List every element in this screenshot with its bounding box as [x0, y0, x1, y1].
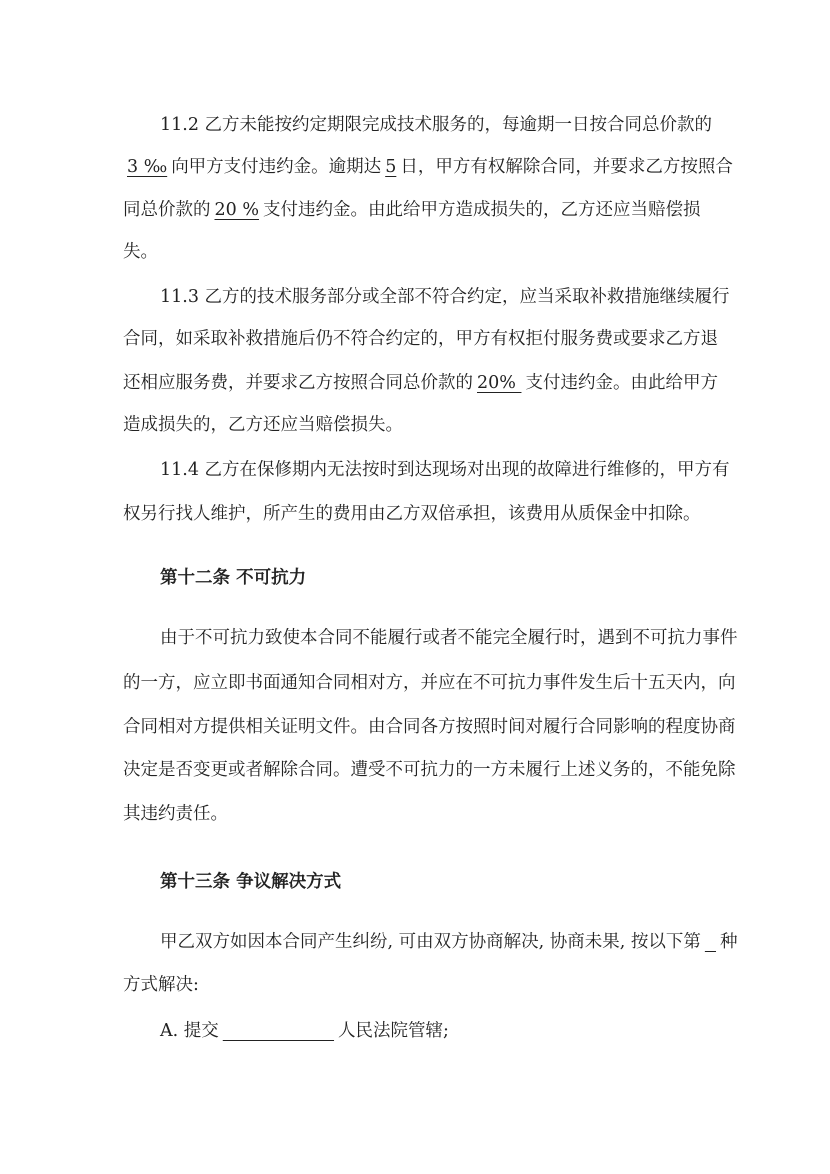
paragraph-line: [123, 327, 718, 351]
paragraph-line: [123, 671, 736, 695]
paragraph-line: [160, 458, 730, 482]
text-segment: 日，甲方有权解除合同，并要求乙方按照合: [400, 157, 733, 177]
paragraph-line: [123, 371, 718, 395]
paragraph-line: [123, 715, 736, 739]
text-segment: 由于不可抗力致使本合同不能履行或者不能完全履行时，遇到不可抗力事件: [160, 628, 738, 648]
paragraph-line: [160, 113, 713, 137]
paragraph-line: [123, 198, 707, 222]
text-segment: 决定是否变更或者解除合同。遭受不可抗力的一方未履行上述义务的，不能免除: [123, 760, 736, 780]
paragraph-line: [160, 285, 730, 309]
text-segment: 种: [720, 932, 738, 952]
text-segment: 人民法院管辖;: [338, 1021, 449, 1041]
text-segment: 11.3 乙方的技术服务部分或全部不符合约定，应当采取补救措施继续履行: [160, 287, 730, 307]
text-segment: 向甲方支付违约金。逾期达: [171, 157, 382, 177]
section-heading: [160, 566, 707, 590]
text-segment: 的一方，应立即书面通知合同相对方，并应在不可抗力事件发生后十五天内，向: [123, 673, 736, 693]
text-segment: 支付违约金。由此给甲方造成损失的，乙方还应当赔偿损: [262, 200, 701, 220]
text-segment: 合同，如采取补救措施后仍不符合约定的，甲方有权拒付服务费或要求乙方退: [123, 329, 718, 349]
text-segment: 方式解决:: [123, 975, 199, 995]
fill-in-blank: [219, 1021, 338, 1041]
text-segment: 第十三条 争议解决方式: [160, 872, 342, 892]
text-segment: 第十二条 不可抗力: [160, 568, 307, 588]
fill-in-blank: 20 %: [214, 200, 259, 220]
paragraph-line: [123, 155, 733, 179]
text-segment: 其违约责任。: [123, 804, 228, 824]
text-segment: 失。: [123, 242, 158, 262]
paragraph-line: [160, 626, 738, 650]
text-segment: 同总价款的: [123, 200, 211, 220]
fill-in-blank: 3 ‰: [127, 157, 168, 177]
fill-in-blank: [701, 932, 720, 952]
paragraph-line: [160, 930, 738, 954]
paragraph-line: [123, 973, 707, 997]
paragraph-line: [123, 240, 707, 264]
text-segment: 11.4 乙方在保修期内无法按时到达现场对出现的故障进行维修的，甲方有: [160, 460, 730, 480]
text-segment: 权另行找人维护，所产生的费用由乙方双倍承担，该费用从质保金中扣除。: [123, 504, 701, 524]
text-segment: 还相应服务费，并要求乙方按照合同总价款的: [123, 373, 473, 393]
text-segment: 甲乙双方如因本合同产生纠纷, 可由双方协商解决, 协商未果, 按以下第: [160, 932, 701, 952]
paragraph-line: [123, 802, 707, 826]
paragraph-line: [160, 1019, 707, 1043]
text-segment: 合同相对方提供相关证明文件。由合同各方按照时间对履行合同影响的程度协商: [123, 717, 736, 737]
fill-in-blank: 20%: [477, 373, 522, 393]
text-segment: A. 提交: [160, 1021, 219, 1041]
section-heading: [160, 870, 707, 894]
text-segment: 造成损失的，乙方还应当赔偿损失。: [123, 415, 403, 435]
text-segment: 支付违约金。由此给甲方: [525, 373, 718, 393]
text-segment: 11.2 乙方未能按约定期限完成技术服务的，每逾期一日按合同总价款的: [160, 115, 713, 135]
paragraph-line: [123, 758, 736, 782]
fill-in-blank: 5: [385, 157, 397, 177]
paragraph-line: [123, 413, 707, 437]
paragraph-line: [123, 502, 707, 526]
